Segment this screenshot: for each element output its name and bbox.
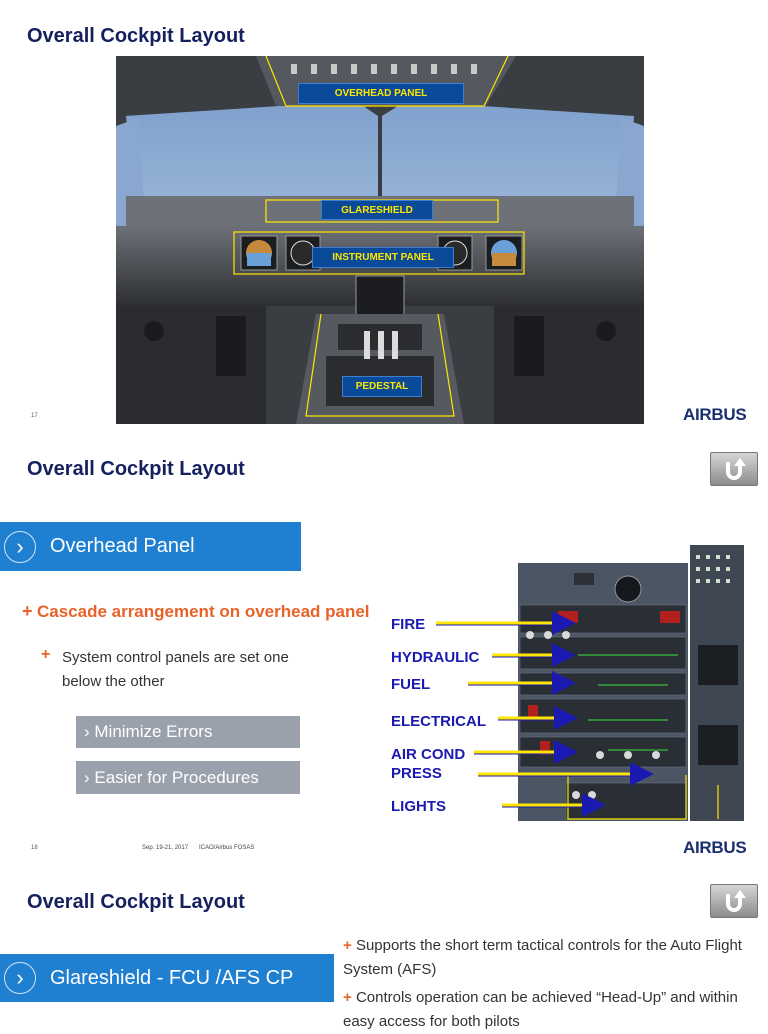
slide3-title: Overall Cockpit Layout	[27, 891, 245, 913]
label-pedestal: PEDESTAL	[342, 376, 422, 397]
system-label-fire: FIRE	[391, 616, 426, 633]
bullet-text: Supports the short term tactical controls for the Auto Flight System (AFS)	[343, 937, 742, 978]
back-arrow-icon	[722, 890, 746, 912]
cascade-heading-text: Cascade arrangement on overhead panel	[36, 602, 370, 621]
airbus-logo-2: AIRBUS	[683, 838, 747, 857]
banner-label: Overhead Panel	[50, 535, 195, 557]
chevron-right-icon: ›	[4, 531, 36, 563]
footer-event: ICAO/Airbus FOSAS	[199, 845, 255, 851]
bullet-text: Controls operation can be achieved “Head-Up” and within easy access for both pilots	[343, 989, 738, 1030]
slide2-title: Overall Cockpit Layout	[27, 458, 245, 480]
system-bullet-text: System control panels are set one below the other	[62, 649, 289, 690]
back-button-2[interactable]	[710, 884, 758, 918]
airbus-logo: AIRBUS	[683, 405, 747, 424]
chevron-right-icon: ›	[4, 962, 36, 994]
slide1-page-number: 17	[31, 413, 38, 419]
label-overhead-panel: OVERHEAD PANEL	[298, 83, 464, 104]
footer-date: Sep. 19-21, 2017	[142, 845, 189, 851]
box-easier-procedures: › Easier for Procedures	[76, 761, 300, 794]
label-glareshield: GLARESHIELD	[321, 200, 433, 220]
plus-icon: +	[343, 989, 352, 1006]
label-instrument-panel: INSTRUMENT PANEL	[312, 247, 454, 268]
slide1-title: Overall Cockpit Layout	[27, 25, 245, 47]
system-label-hydraulic: HYDRAULIC	[391, 649, 480, 666]
plus-icon: +	[343, 937, 352, 954]
system-label-press: PRESS	[391, 765, 442, 782]
system-label-air-cond: AIR COND	[391, 746, 466, 763]
system-label-lights: LIGHTS	[391, 798, 446, 815]
system-label-electrical: ELECTRICAL	[391, 713, 486, 730]
plus-icon: +	[41, 646, 51, 663]
system-label-fuel: FUEL	[391, 676, 431, 693]
glareshield-banner	[0, 954, 334, 1002]
plus-icon: +	[22, 601, 33, 621]
slide2-page-number: 18	[31, 845, 38, 851]
bullet-item	[343, 934, 755, 982]
glareshield-bullets	[343, 934, 755, 1034]
bullet-item	[343, 986, 755, 1034]
banner-label: Glareshield - FCU /AFS CP	[50, 966, 294, 989]
box-minimize-errors: › Minimize Errors	[76, 716, 300, 748]
